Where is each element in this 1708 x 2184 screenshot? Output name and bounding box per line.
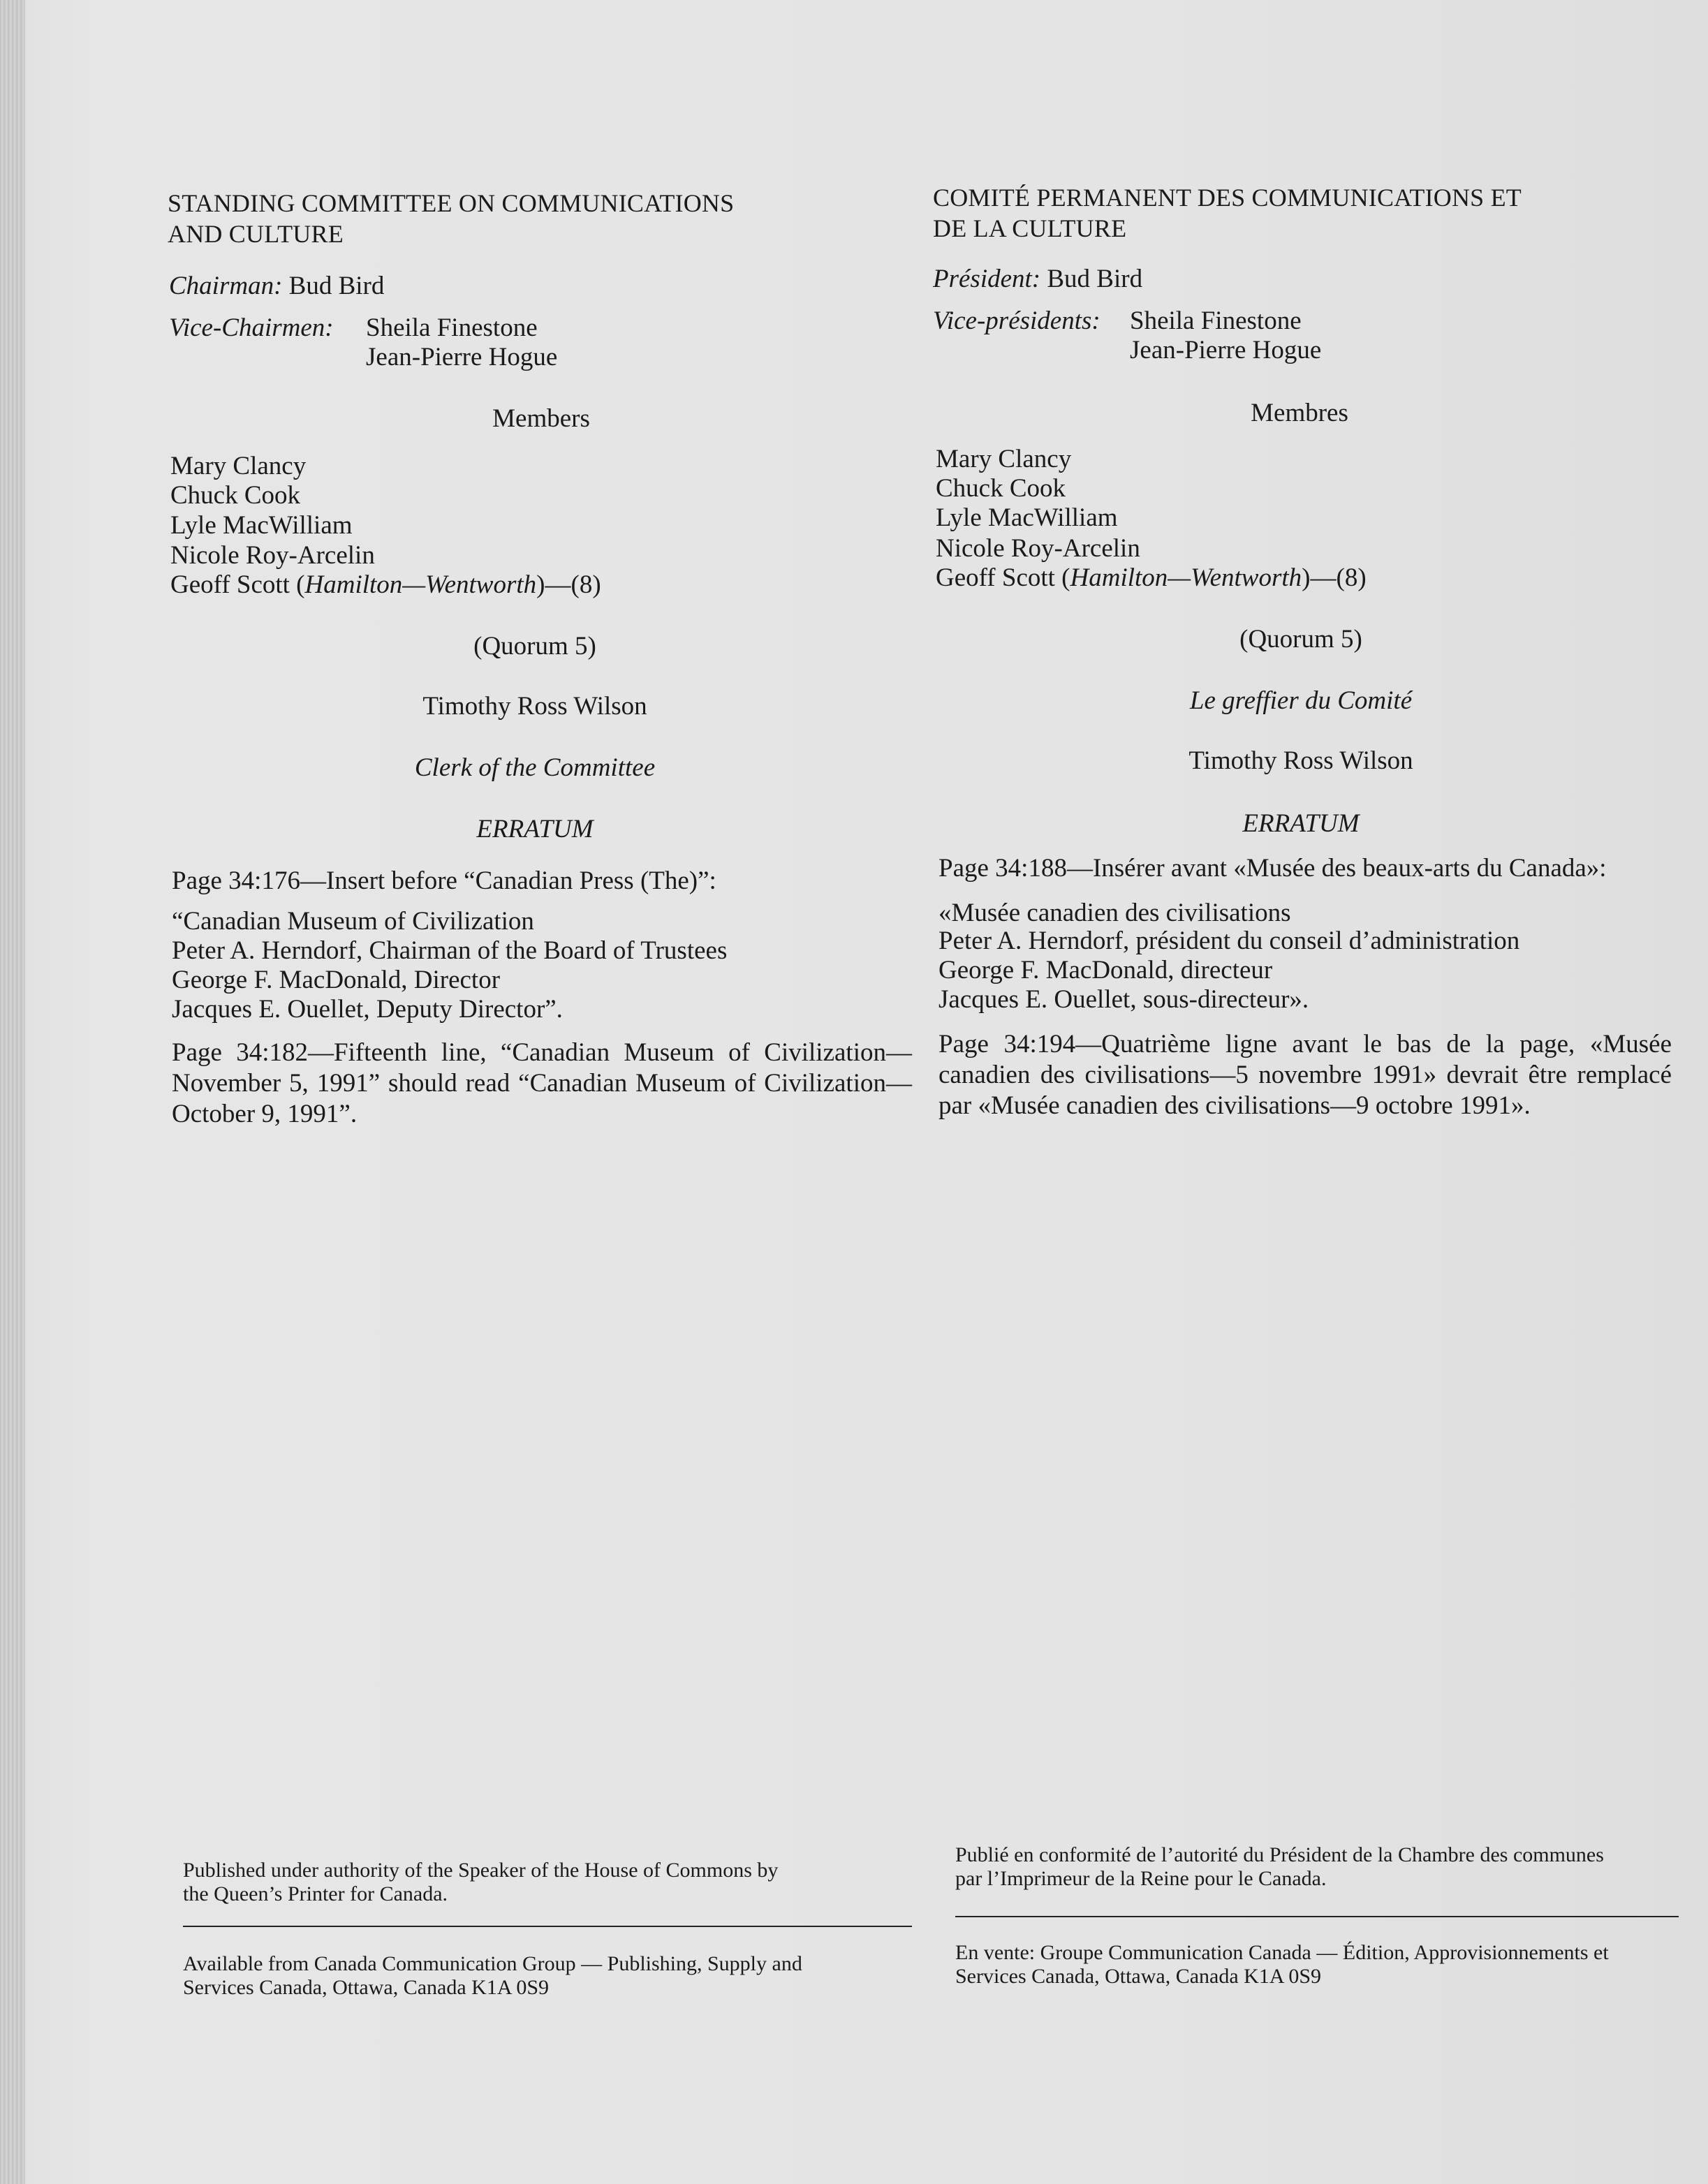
vice-chair-label: Vice-Chairmen: [169,313,334,342]
member-item: Nicole Roy-Arcelin [936,534,1140,563]
committee-title-line-1: COMITÉ PERMANENT DES COMMUNICATIONS ET [933,184,1522,212]
chairman-label: Président: [933,265,1041,293]
erratum-entry-1: Page 34:176—Insert before “Canadian Press (The)”: [172,866,716,895]
member-riding: Hamilton—Wentworth [304,570,537,599]
quorum: (Quorum 5) [1239,625,1362,654]
member-item-last [936,563,1367,593]
vice-chair-1: Sheila Finestone [366,313,538,342]
member-item: Chuck Cook [170,481,301,510]
quorum: (Quorum 5) [473,632,596,661]
erratum-heading: ERRATUM [476,815,594,843]
chairman-name: Bud Bird [1047,265,1143,293]
member-count: )—(8) [536,570,601,599]
erratum-detail-line: “Canadian Museum of Civilization [172,907,534,936]
chairman-row [933,264,1142,295]
member-item: Chuck Cook [936,474,1066,503]
vice-chair-row [933,306,1100,337]
erratum-detail-line: George F. MacDonald, directeur [938,956,1273,984]
vice-chair-row [169,313,334,344]
committee-title-line-2: DE LA CULTURE [933,214,1127,242]
footer-divider [955,1916,1679,1917]
footer-available-from: Available from Canada Communication Group — Publishing, Supply and Services Canada, Ottawa, Canada K1A 0S9 [183,1952,802,1999]
member-riding: Hamilton—Wentworth [1070,563,1302,592]
clerk-title: Le greffier du Comité [1189,686,1413,715]
erratum-heading: ERRATUM [1242,809,1360,838]
committee-title-line-1: STANDING COMMITTEE ON COMMUNICATIONS [168,189,735,217]
footer-available-from: En vente: Groupe Communication Canada — Édition, Approvisionnements et Services Canada, Ottawa, Canada K1A 0S9 [955,1941,1609,1988]
footer-published-by: Publié en conformité de l’autorité du Président de la Chambre des communes par l’Imprimeur de la Reine pour le Canada. [955,1843,1604,1890]
chairman-label: Chairman: [169,272,283,300]
members-heading: Membres [1251,399,1348,427]
erratum-detail-line: George F. MacDonald, Director [172,966,501,994]
footer-divider [183,1926,912,1927]
page-edge [0,0,25,2184]
members-heading: Members [492,404,590,433]
chairman-name: Bud Bird [288,272,385,300]
erratum-entry-2: Page 34:194—Quatrième ligne avant le bas de la page, «Musée canadien des civilisations—5 novembre 1991» devrait être remplacé par «Musée canadien des civilisations—9 octobre 1991». [938,1030,1672,1120]
erratum-detail-line: Jacques E. Ouellet, Deputy Director”. [172,995,563,1024]
member-name: Geoff Scott ( [170,570,305,599]
member-item-last [170,570,601,600]
erratum-detail-line: Jacques E. Ouellet, sous-directeur». [938,985,1309,1014]
footer-published-by: Published under authority of the Speaker of the House of Commons by the Queen’s Printer for Canada. [183,1859,779,1905]
clerk-title: Clerk of the Committee [414,753,656,782]
member-item: Lyle MacWilliam [936,503,1118,532]
chairman-row [169,271,384,302]
member-item: Nicole Roy-Arcelin [170,541,375,570]
member-item: Lyle MacWilliam [170,511,353,540]
member-count: )—(8) [1302,563,1367,592]
vice-chair-2: Jean-Pierre Hogue [366,343,558,371]
erratum-detail-line: Peter A. Herndorf, président du conseil d’administration [938,927,1520,955]
committee-title-line-2: AND CULTURE [168,220,344,248]
erratum-entry-1: Page 34:188—Insérer avant «Musée des beaux-arts du Canada»: [938,854,1607,883]
member-item: Mary Clancy [936,445,1072,473]
member-name: Geoff Scott ( [936,563,1070,592]
erratum-entry-2: Page 34:182—Fifteenth line, “Canadian Museum of Civilization—November 5, 1991” should read “Canadian Museum of Civilization—October 9, 1991”. [172,1038,912,1128]
vice-chair-1: Sheila Finestone [1130,307,1302,335]
clerk-name: Timothy Ross Wilson [1188,746,1413,775]
erratum-detail-line: «Musée canadien des civilisations [938,899,1291,927]
erratum-detail-line: Peter A. Herndorf, Chairman of the Board of Trustees [172,936,728,965]
clerk-name: Timothy Ross Wilson [422,692,647,721]
vice-chair-2: Jean-Pierre Hogue [1130,336,1322,364]
vice-chair-label: Vice-présidents: [933,307,1100,335]
member-item: Mary Clancy [170,452,307,480]
